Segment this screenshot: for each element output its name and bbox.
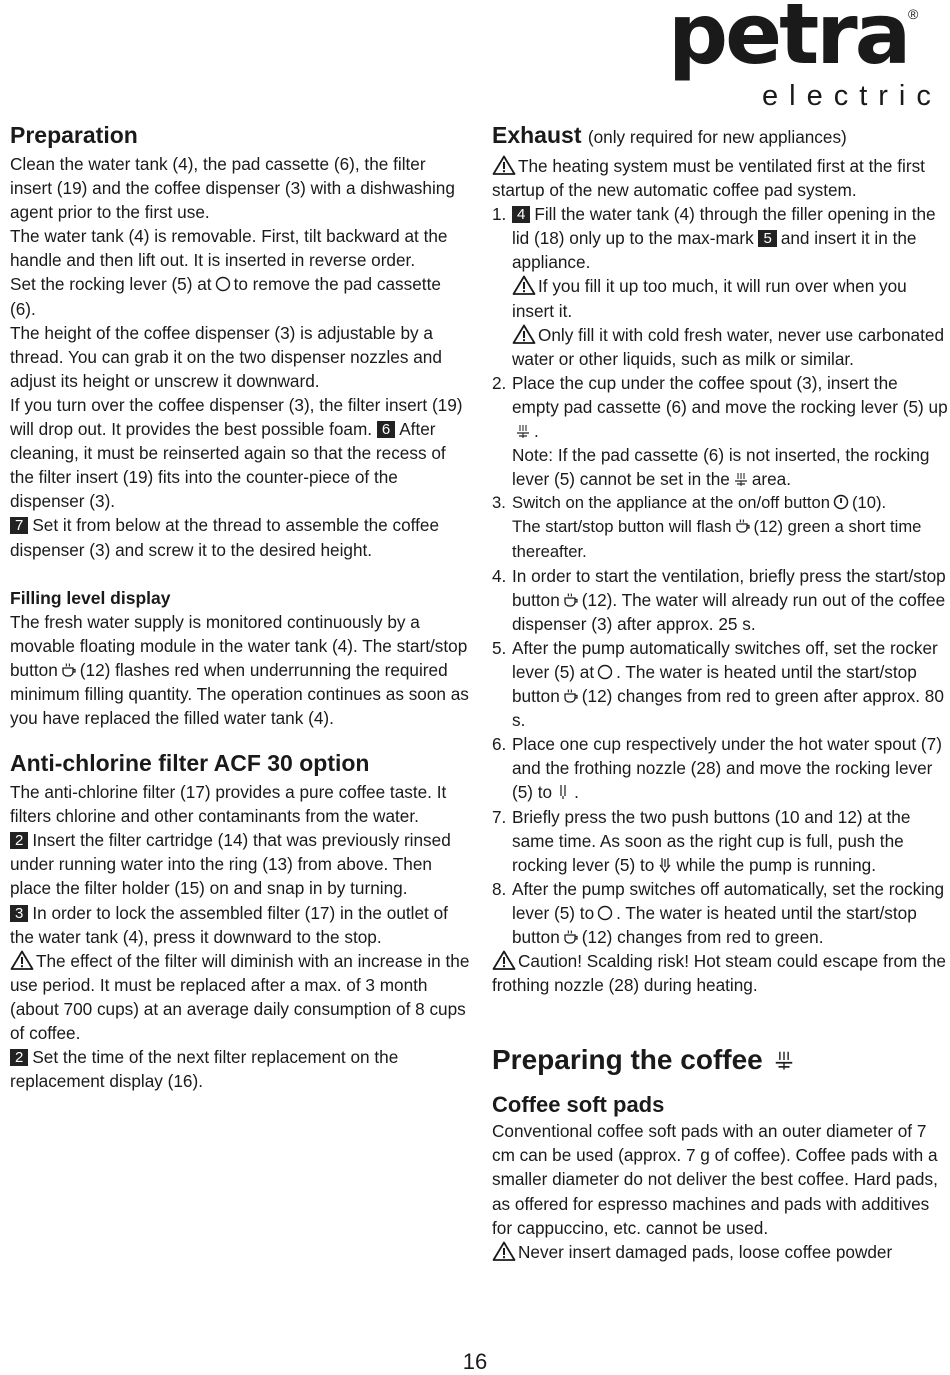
warning-icon bbox=[492, 155, 516, 175]
list-item: 8. After the pump switches off automatically, set the rocking lever (5) to . The water is heated until the start/stop button (12) changes from red to green. bbox=[492, 878, 945, 947]
figure-ref-3: 3 bbox=[10, 905, 28, 922]
figure-ref-2b: 2 bbox=[10, 1049, 28, 1066]
list-item: 5. After the pump automatically switches off, set the rocker lever (5) at . The water is heated until the start/stop button (12) changes from red to green after approx. 80 s. bbox=[492, 637, 944, 731]
registered-mark: ® bbox=[908, 6, 919, 22]
steam-area-icon bbox=[733, 471, 749, 487]
nozzle-icon bbox=[555, 784, 571, 800]
list-item: 4. In order to start the ventilation, briefly press the start/stop button (12). The water will already run out of the coffee dispenser (3) after approx. 25 s. bbox=[492, 565, 946, 634]
acf-heading: Anti-chlorine filter ACF 30 option bbox=[10, 750, 370, 777]
lever-open-icon bbox=[597, 664, 613, 680]
figure-ref-7: 7 bbox=[10, 517, 28, 534]
start-stop-icon bbox=[735, 518, 751, 534]
acf-warning: The effect of the filter will diminish with an increase in the use period. It must be replaced after a max. of 3 month (about 700 cups) at an average daily consumption of 8 cups of coffee. bbox=[10, 950, 470, 1043]
warning-icon bbox=[512, 275, 536, 295]
power-icon bbox=[833, 494, 849, 510]
acf-paragraph-5: 2 Set the time of the next filter replacement on the replacement display (16). bbox=[10, 1047, 399, 1092]
start-stop-icon bbox=[563, 688, 579, 704]
exhaust-steps bbox=[492, 202, 948, 949]
figure-ref-6: 6 bbox=[377, 421, 395, 438]
list-item: 7. Briefly press the two push buttons (10 and 12) at the same time. As soon as the right cup is full, push the rocking lever (5) to while the pump is running. bbox=[492, 806, 911, 875]
warning-icon bbox=[492, 1241, 516, 1261]
list-item: 6. Place one cup respectively under the hot water spout (7) and the frothing nozzle (28) and move the rocking lever (5) to . bbox=[492, 734, 942, 803]
lever-open-icon bbox=[215, 276, 231, 292]
acf-paragraph-3: 3 In order to lock the assembled filter (17) in the outlet of the water tank (4), press it downward to the stop. bbox=[10, 902, 448, 947]
list-item: 3. Switch on the appliance at the on/off button (10). The start/stop button will flash (12) green a short time thereafter. bbox=[492, 493, 922, 561]
prep-paragraph-3: Set the rocking lever (5) at to remove the pad cassette (6). bbox=[10, 274, 441, 319]
figure-ref-2: 2 bbox=[10, 832, 28, 849]
filling-level-heading: Filling level display bbox=[10, 587, 171, 608]
pads-paragraph: Conventional coffee soft pads with an outer diameter of 7 cm can be used (approx. 7 g of coffee). Coffee pads with a smaller diameter do not deliver the best coffee. Hard pads, as offered for espresso machines and pads with additives for cappuccino, etc. cannot be used. bbox=[492, 1121, 938, 1238]
froth-icon bbox=[657, 857, 673, 873]
brand-name: petra bbox=[668, 0, 909, 83]
pads-warning: Never insert damaged pads, loose coffee powder bbox=[492, 1240, 948, 1264]
list-item: 1. 4 Fill the water tank (4) through the filler opening in the lid (18) only up to the max-mark 5 and insert it in the appliance. If you fill it up too much, it will run over when you insert it. Only fill it with cold fresh water, never use carbonated water or other liquids, such as milk or similar. bbox=[492, 202, 948, 371]
figure-ref-5: 5 bbox=[758, 230, 776, 247]
caution-paragraph: Caution! Scalding risk! Hot steam could escape from the frothing nozzle (28) during heating. bbox=[492, 951, 946, 996]
figure-ref-4: 4 bbox=[512, 206, 530, 223]
filling-paragraph: The fresh water supply is monitored continuously by a movable floating module in the water tank (4). The start/stop button (12) flashes red when underrunning the required minimum filling quantity. The operation continues as soon as you have replaced the filled water tank (4). bbox=[10, 611, 469, 728]
start-stop-icon bbox=[563, 592, 579, 608]
exhaust-heading: Exhaust (only required for new appliances) bbox=[492, 122, 847, 148]
warning-icon bbox=[492, 950, 516, 970]
prep-paragraph-2: The water tank (4) is removable. First, tilt backward at the handle and then lift out. It is inserted in reverse order. bbox=[10, 226, 448, 271]
start-stop-icon bbox=[61, 662, 77, 678]
steam-up-icon bbox=[515, 423, 531, 439]
prep-paragraph-6: 7 Set it from below at the thread to assemble the coffee dispenser (3) and screw it to the desired height. bbox=[10, 515, 440, 560]
steam-icon bbox=[773, 1049, 795, 1071]
brand-subtitle: electric bbox=[762, 80, 942, 112]
warning-icon bbox=[10, 950, 34, 970]
step-1-warning-1: If you fill it up too much, it will run over when you insert it. bbox=[512, 276, 907, 321]
acf-paragraph-1: The anti-chlorine filter (17) provides a pure coffee taste. It filters chlorine and other contaminants from the water. bbox=[10, 782, 447, 827]
lever-open-icon bbox=[597, 905, 613, 921]
list-item: 2. Place the cup under the coffee spout (3), insert the empty pad cassette (6) and move the rocking lever (5) up. Note: If the pad cassette (6) is not inserted, the rocking lever (5) cannot be set in the area. bbox=[492, 372, 948, 490]
right-column bbox=[492, 118, 948, 1264]
preparing-coffee-heading: Preparing the coffee bbox=[492, 1041, 948, 1079]
warning-icon bbox=[512, 324, 536, 344]
acf-paragraph-2: 2 Insert the filter cartridge (14) that was previously rinsed under running water into the ring (13) from above. Then place the filter holder (15) on and snap in by turning. bbox=[10, 830, 451, 899]
petra-logo bbox=[668, 0, 940, 115]
prep-paragraph-1: Clean the water tank (4), the pad cassette (6), the filter insert (19) and the coffee dispenser (3) with a dishwashing agent prior to the first use. bbox=[10, 154, 455, 223]
left-column bbox=[10, 118, 470, 1093]
exhaust-intro: The heating system must be ventilated first at the first startup of the new automatic coffee pad system. bbox=[492, 156, 925, 201]
prep-paragraph-5: If you turn over the coffee dispenser (3), the filter insert (19) will drop out. It provides the best possible foam. 6 After cleaning, it must be reinserted again so that the recess of the filter insert (19) fits into the counter-piece of the dispenser (3). bbox=[10, 394, 463, 512]
preparation-heading: Preparation bbox=[10, 122, 138, 148]
page-number: 16 bbox=[462, 1349, 488, 1374]
step-1-warning-2: Only fill it with cold fresh water, never use carbonated water or other liquids, such as milk or similar. bbox=[512, 324, 945, 369]
exhaust-note: (only required for new appliances) bbox=[587, 127, 847, 147]
soft-pads-heading: Coffee soft pads bbox=[492, 1092, 665, 1118]
prep-paragraph-4: The height of the coffee dispenser (3) is adjustable by a thread. You can grab it on the two dispenser nozzles and adjust its height or unscrew it downward. bbox=[10, 322, 442, 391]
start-stop-icon bbox=[563, 929, 579, 945]
